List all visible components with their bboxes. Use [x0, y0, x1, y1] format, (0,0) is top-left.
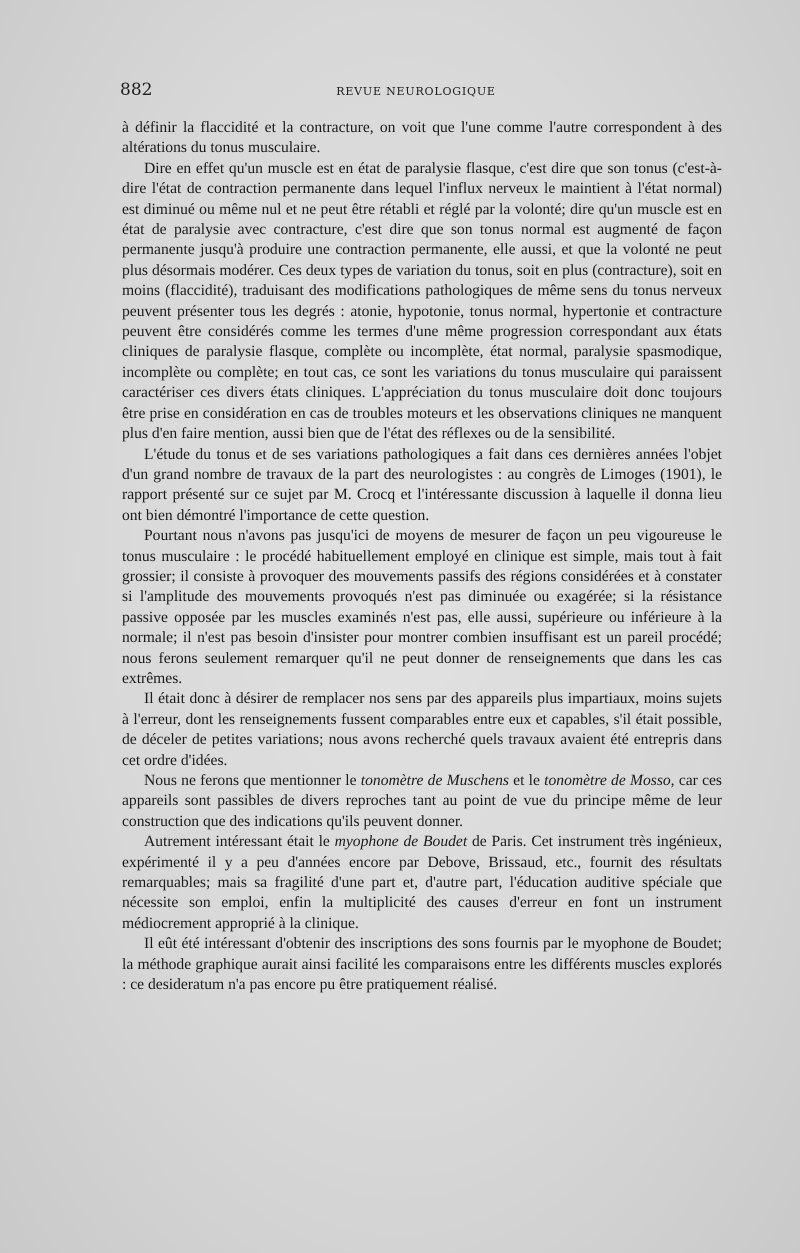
paragraph-flaccidity-contracture: Dire en effet qu'un muscle est en état de paralysie flasque, c'est dire que son tonus (c'est-à-dire l'état de contraction permanente dans lequel l'influx nerveux le maintient à l'état normal) est diminué ou même nul et ne peut être rétabli et réglé par la volonté; dire qu'un muscle est en état de paralysie avec contracture, c'est dire que son tonus normal est augmenté de façon permanente jusqu'à produire une contraction permanente, elle aussi, et que la volonté ne peut plus désormais modérer. Ces deux types de variation du tonus, soit en plus (contracture), soit en moins (flaccidité), traduisant des modifications pathologiques de même sens du tonus nerveux peuvent présenter tous les degrés : atonie, hypotonie, tonus normal, hypertonie et contracture peuvent être considérés comme les termes d'une même progression correspondant aux états cliniques de paralysie flasque, complète ou incomplète, état normal, paralysie spasmodique, incomplète ou complète; en tout cas, ce sont les variations du tonus musculaire qui paraissent caractériser ces divers états cliniques. L'appréciation du tonus musculaire doit donc toujours être prise en considération en cas de troubles moteurs et les observations cliniques ne manquent plus d'en faire mention, aussi bien que de l'état des réflexes ou de la sensibilité.: [122, 159, 722, 443]
tonometers-text-before: Nous ne ferons que mentionner le: [144, 772, 361, 789]
tonometer-muschens-term: tonomètre de Muschens: [360, 772, 509, 789]
paragraph-myophone: [122, 832, 722, 934]
myophone-text-before: Autrement intéressant était le: [144, 833, 335, 851]
paragraph-tonus-study: L'étude du tonus et de ses variations pathologiques a fait dans ces dernières années l'objet d'un grand nombre de travaux de la part des neurologistes : au congrès de Limoges (1901), le rapport présenté sur ce sujet par M. Crocq et l'intéressante discussion à laquelle il donna lieu ont bien démontré l'importance de cette question.: [122, 445, 722, 524]
page-number: 882: [120, 80, 153, 100]
tonometer-mosso-term: tonomètre de Mosso,: [544, 772, 675, 789]
tonometers-text-after: car ces appareils sont passibles de divers reproches tant au point de vue du principe même de leur construction que des indications qu'ils peuvent donner.: [122, 772, 722, 830]
paragraph-measurement-methods: Pourtant nous n'avons pas jusqu'ici de moyens de mesurer de façon un peu vigoureuse le tonus musculaire : le procédé habituellement employé en clinique est simple, mais tout à fait grossier; il consiste à provoquer des mouvements passifs des régions considérées et à constater si l'amplitude des mouvements provoqués n'est pas diminuée ou exagérée; si la résistance passive opposée par les muscles examinés n'est pas, elle aussi, supérieure ou inférieure à la normale; il n'est pas besoin d'insister pour montrer combien insuffisant est un pareil procédé; nous ferons seulement remarquer qu'il ne peut donner de renseignements que dans les cas extrêmes.: [122, 527, 722, 687]
journal-title: REVUE NEUROLOGIQUE: [336, 85, 496, 98]
body-text: [122, 118, 722, 995]
paragraph-graphic-method: Il eût été intéressant d'obtenir des inscriptions des sons fournis par le myophone de Boudet; la méthode graphique aurait ainsi facilité les comparaisons entre les différents muscles explorés : ce desideratum n'a pas encore pu être pratiquement réalisé.: [122, 935, 722, 994]
running-head: [120, 80, 712, 100]
myophone-text-after: de Paris. Cet instrument très ingénieux, expérimenté il y a peu d'années encore par Debove, Brissaud, etc., fournit des résultats remarquables; mais sa fragilité d'une part et, d'autre part, l'éducation auditive spéciale que nécessite son emploi, enfin la multiplicité des causes d'erreur en font un instrument médiocrement approprié à la clinique.: [122, 833, 722, 932]
paragraph-instruments-wish: Il était donc à désirer de remplacer nos sens par des appareils plus impartiaux, moins sujets à l'erreur, dont les renseignements fussent comparables entre eux et capables, s'il était possible, de déceler de petites variations; nous avons recherché quels travaux avaient été entrepris dans cet ordre d'idées.: [122, 690, 722, 769]
myophone-boudet-term: myophone de Boudet: [334, 833, 468, 851]
paragraph-tonometers: [122, 771, 722, 832]
tonometers-text-middle: et le: [508, 772, 545, 789]
paragraph-continuation: à définir la flaccidité et la contracture, on voit que l'une comme l'autre correspondent à des altérations du tonus musculaire.: [122, 119, 722, 157]
